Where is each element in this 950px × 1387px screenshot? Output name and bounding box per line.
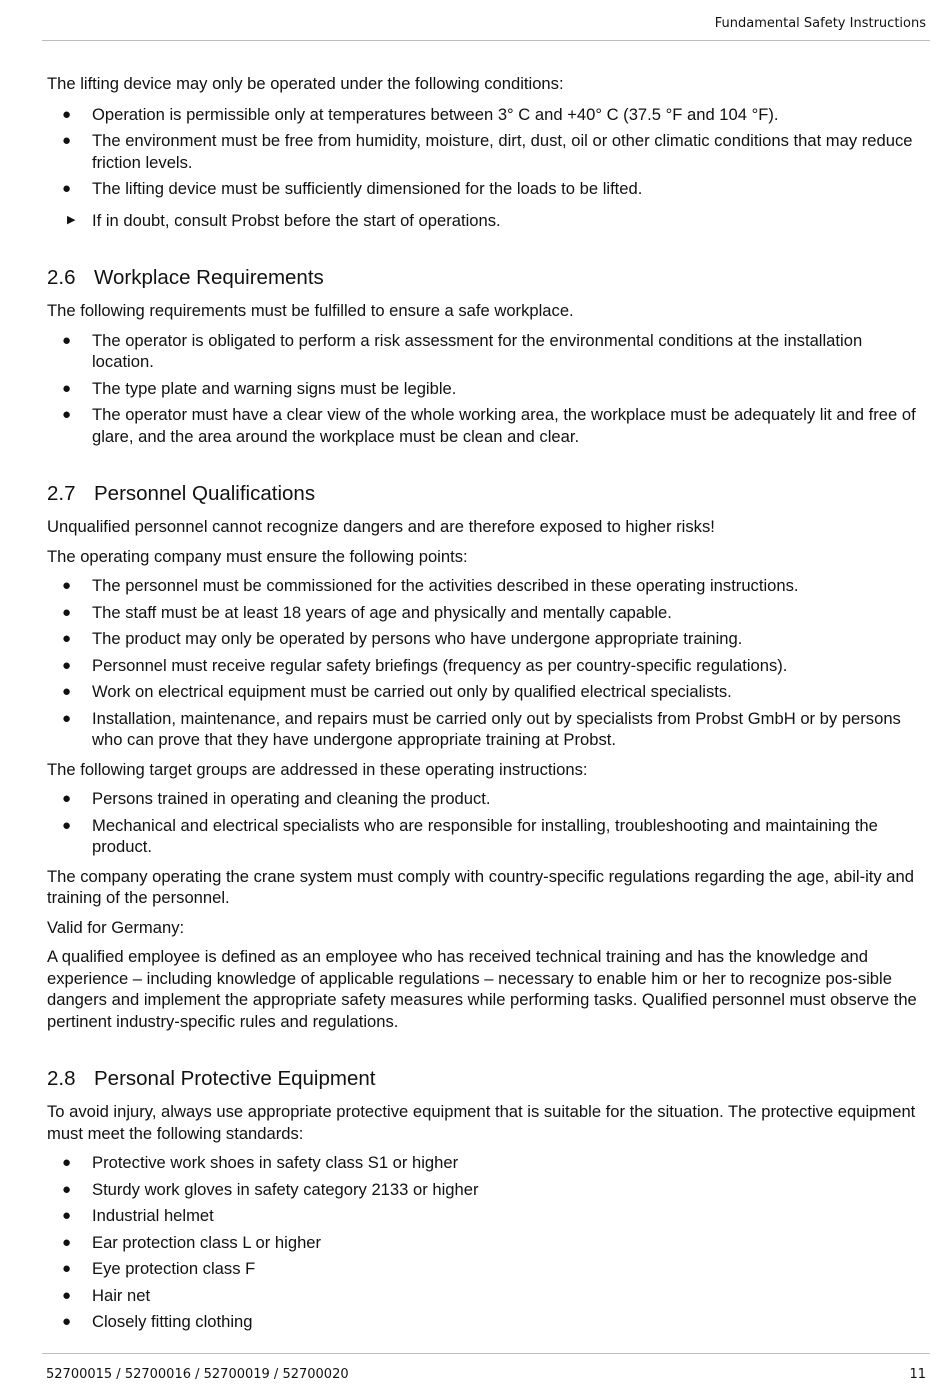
instruction-item: ▶ If in doubt, consult Probst before the start of operations.: [67, 210, 501, 230]
list-item: ● Operation is permissible only at temperatures between 3° C and +40° C (37.5 °F and 104 °F).: [62, 104, 779, 124]
bullet-icon: ●: [62, 577, 72, 594]
section-heading-2-8: 2.8 Personal Protective Equipment: [47, 1067, 376, 1090]
list-item: ● The operator must have a clear view of the whole working area, the workplace must be adequately lit and free of glare, and the area around the workplace must be clean and clear.: [62, 405, 916, 446]
bullet-icon: ●: [62, 816, 72, 834]
list-item: ● The operator is obligated to perform a risk assessment for the environmental conditions at the installation location.: [62, 330, 863, 371]
list-item: ● Installation, maintenance, and repairs must be carried only out by specialists from Probst GmbH or by persons who can prove that they have undergone appropriate training at Probst.: [62, 708, 901, 749]
list-item: ● The environment must be free from humidity, moisture, dirt, dust, oil or other climatic conditions that may reduce friction levels.: [62, 131, 913, 172]
arrow-right-icon: ▶: [67, 213, 76, 226]
page-number: 11: [909, 1367, 926, 1382]
paragraph: The operating company must ensure the following points:: [47, 546, 468, 566]
footer-rule: [42, 1353, 930, 1354]
bullet-icon: ●: [62, 180, 72, 197]
header-rule: [42, 40, 930, 41]
bullet-icon: ●: [62, 790, 72, 807]
bullet-icon: ●: [62, 331, 72, 349]
bullet-icon: ●: [62, 656, 72, 674]
bullet-icon: ●: [62, 132, 72, 149]
operator-duties-list: [47, 575, 927, 751]
target-groups-list: [47, 788, 927, 858]
protective-equipment-list: [47, 1152, 927, 1333]
list-item: ● Personnel must receive regular safety briefings (frequency as per country-specific regulations).: [62, 655, 788, 675]
paragraph: The company operating the crane system must comply with country-specific regulations regarding the age, abil-ity and training of the personnel.: [47, 866, 914, 907]
bullet-icon: ●: [62, 1154, 72, 1171]
list-item: ● The product may only be operated by persons who have undergone appropriate training.: [62, 629, 743, 648]
footer-doc-numbers: 52700015 / 52700016 / 52700019 / 52700020: [46, 1367, 349, 1382]
list-item: ● Mechanical and electrical specialists who are responsible for installing, troubleshooting and maintaining the product.: [62, 815, 878, 856]
conditions-intro: The lifting device may only be operated under the following conditions:: [47, 74, 564, 93]
workplace-requirements-list: [47, 330, 927, 448]
section-heading-2-6: 2.6 Workplace Requirements: [47, 266, 324, 289]
bullet-icon: ●: [62, 1207, 72, 1224]
list-item: ● Protective work shoes in safety class S1 or higher: [62, 1153, 459, 1172]
section-heading-2-7: 2.7 Personnel Qualifications: [47, 482, 316, 505]
list-item: ● Persons trained in operating and cleaning the product.: [62, 789, 491, 808]
bullet-icon: ●: [62, 379, 72, 397]
list-item: ● Closely fitting clothing: [62, 1312, 253, 1331]
paragraph: A qualified employee is defined as an employee who has received technical training and has the knowledge and experience – including knowledge of applicable regulations – necessary to enable him or her to recognize pos-sible dangers and implement the appropriate safety measures while performing tasks. Qualified personnel must observe the pertinent industry-specific rules and regulations.: [47, 947, 917, 1031]
bullet-icon: ●: [62, 603, 72, 621]
list-item: ● Industrial helmet: [62, 1206, 214, 1225]
section-2-6-intro: The following requirements must be fulfilled to ensure a safe workplace.: [47, 301, 574, 320]
list-item: ● The lifting device must be sufficiently dimensioned for the loads to be lifted.: [62, 179, 643, 198]
list-item: ● Sturdy work gloves in safety category 2133 or higher: [62, 1179, 479, 1199]
bullet-icon: ●: [62, 1180, 72, 1198]
list-item: ● The type plate and warning signs must be legible.: [62, 378, 457, 398]
bullet-icon: ●: [62, 1313, 72, 1330]
bullet-icon: ●: [62, 709, 72, 727]
running-header: Fundamental Safety Instructions: [714, 16, 926, 31]
bullet-icon: ●: [62, 105, 72, 123]
bullet-icon: ●: [62, 630, 72, 647]
bullet-icon: ●: [62, 1260, 72, 1277]
page-content: [47, 73, 927, 1341]
list-item: ● Eye protection class F: [62, 1259, 256, 1278]
list-item: ● Ear protection class L or higher: [62, 1232, 322, 1252]
list-item: ● The personnel must be commissioned for the activities described in these operating instructions.: [62, 576, 799, 595]
list-item: ● Hair net: [62, 1285, 151, 1305]
bullet-icon: ●: [62, 1286, 72, 1304]
list-item: ● Work on electrical equipment must be carried out only by qualified electrical specialists.: [62, 682, 732, 701]
paragraph: Valid for Germany:: [47, 917, 185, 937]
list-item: ● The staff must be at least 18 years of age and physically and mentally capable.: [62, 602, 672, 622]
paragraph: The following target groups are addressed in these operating instructions:: [47, 759, 588, 779]
bullet-icon: ●: [62, 1233, 72, 1251]
bullet-icon: ●: [62, 406, 72, 423]
bullet-icon: ●: [62, 683, 72, 700]
section-2-8-intro: To avoid injury, always use appropriate protective equipment that is suitable for the situation. The protective equipment must meet the following standards:: [47, 1102, 916, 1143]
paragraph: Unqualified personnel cannot recognize dangers and are therefore exposed to higher risks!: [47, 517, 715, 536]
conditions-list: [47, 104, 927, 232]
